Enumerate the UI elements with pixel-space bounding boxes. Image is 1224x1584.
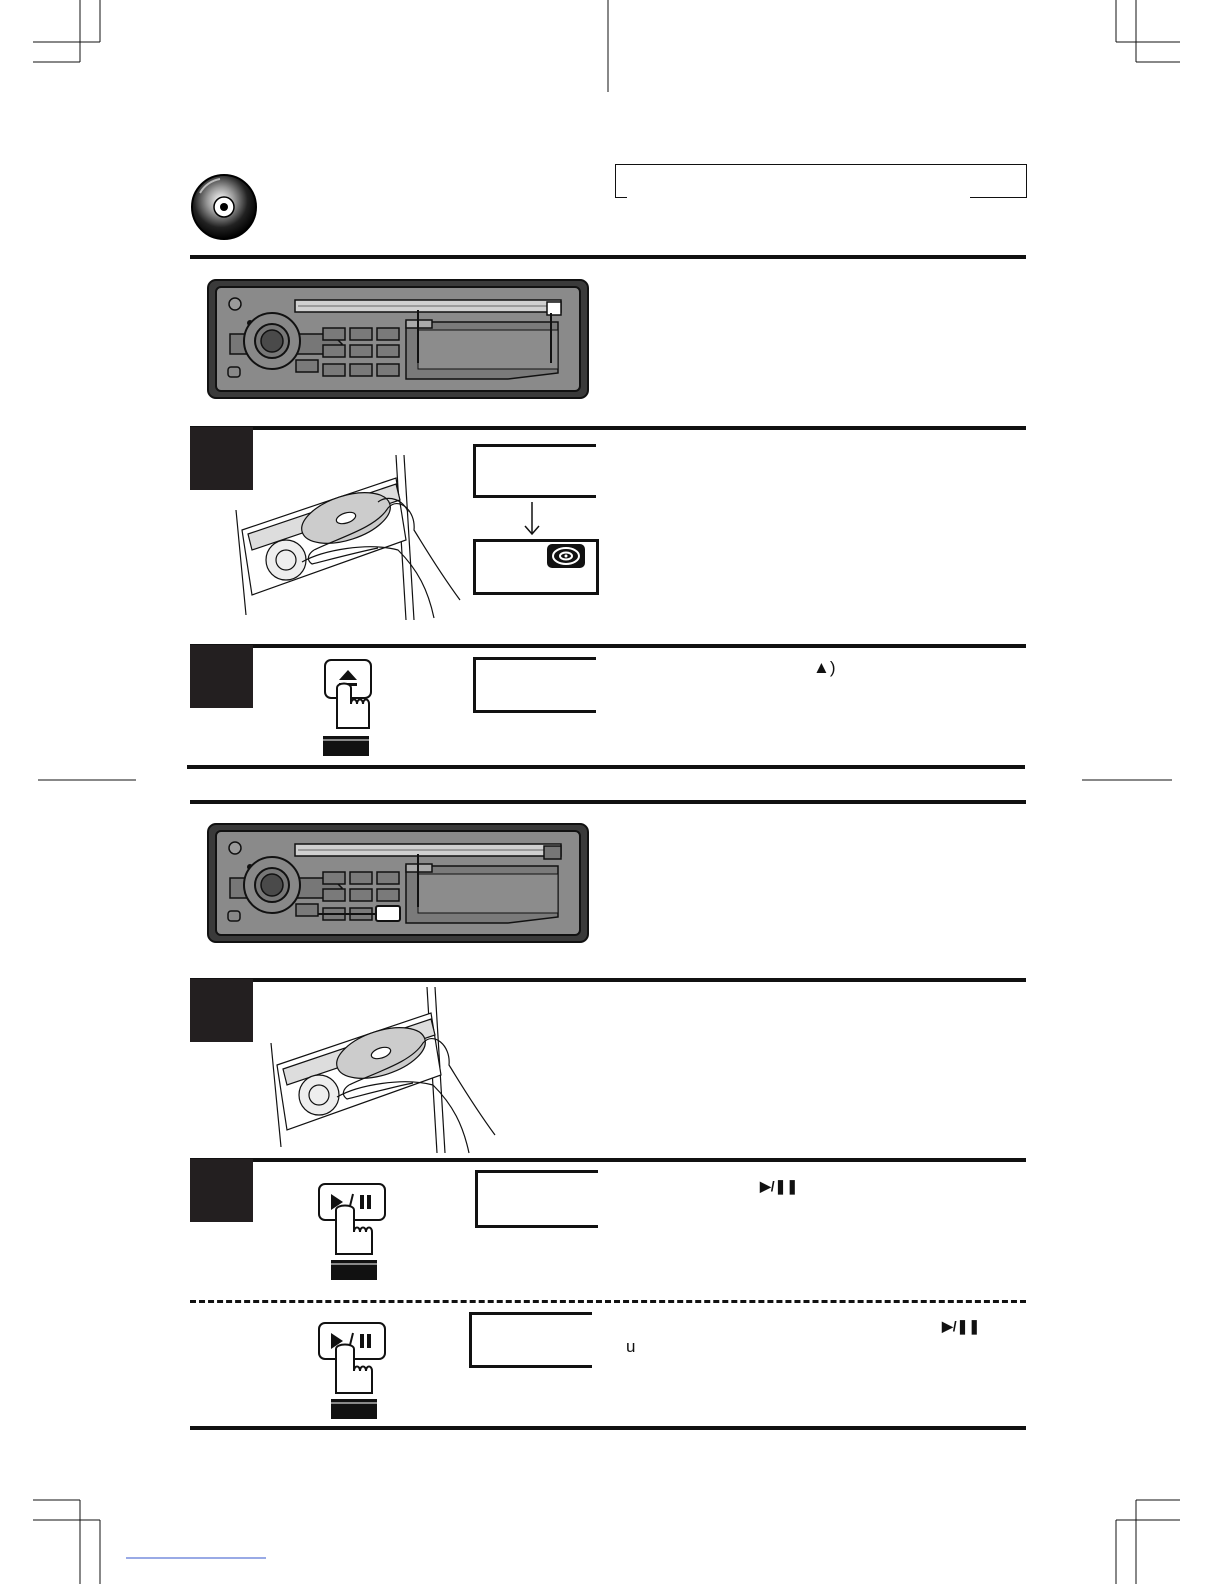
section-rule [190, 800, 1026, 804]
step-rule [190, 644, 1026, 648]
step-rule [190, 978, 1026, 982]
section-rule [190, 255, 1026, 259]
disc-display-icon [547, 544, 585, 568]
play-pause-symbol-text: ▶/❚❚ [760, 1178, 799, 1194]
section-rule [190, 1426, 1026, 1430]
pause-symbol-text: ▶/❚❚ [942, 1318, 981, 1334]
head-unit-illustration [206, 278, 590, 400]
display-panel [473, 657, 596, 713]
hand-inserting-disc-illustration [265, 985, 505, 1155]
step-2-marker [190, 645, 253, 708]
step-2-marker [190, 1159, 253, 1222]
play-pause-button-icon[interactable] [316, 1321, 388, 1421]
hand-inserting-disc-illustration [228, 450, 468, 625]
eject-symbol-text: ▲) [813, 658, 836, 677]
head-unit-illustration [206, 822, 590, 944]
step-rule [190, 1158, 1026, 1162]
step-rule [190, 426, 1026, 430]
cd-disc-icon [190, 173, 258, 241]
step-1-marker [190, 979, 253, 1042]
section-rule [187, 765, 1025, 769]
eject-button-icon[interactable] [321, 658, 375, 758]
dashed-separator [190, 1300, 1026, 1303]
title-box-bottom-left [615, 197, 627, 198]
title-box-bottom-right [970, 197, 1026, 198]
display-panel [469, 1312, 592, 1368]
display-panel [475, 1170, 598, 1228]
title-box [615, 164, 1027, 198]
display-panel [473, 444, 596, 498]
down-arrow-icon [522, 502, 542, 536]
text-char-u: u [626, 1337, 636, 1356]
play-pause-button-icon[interactable] [316, 1182, 388, 1282]
